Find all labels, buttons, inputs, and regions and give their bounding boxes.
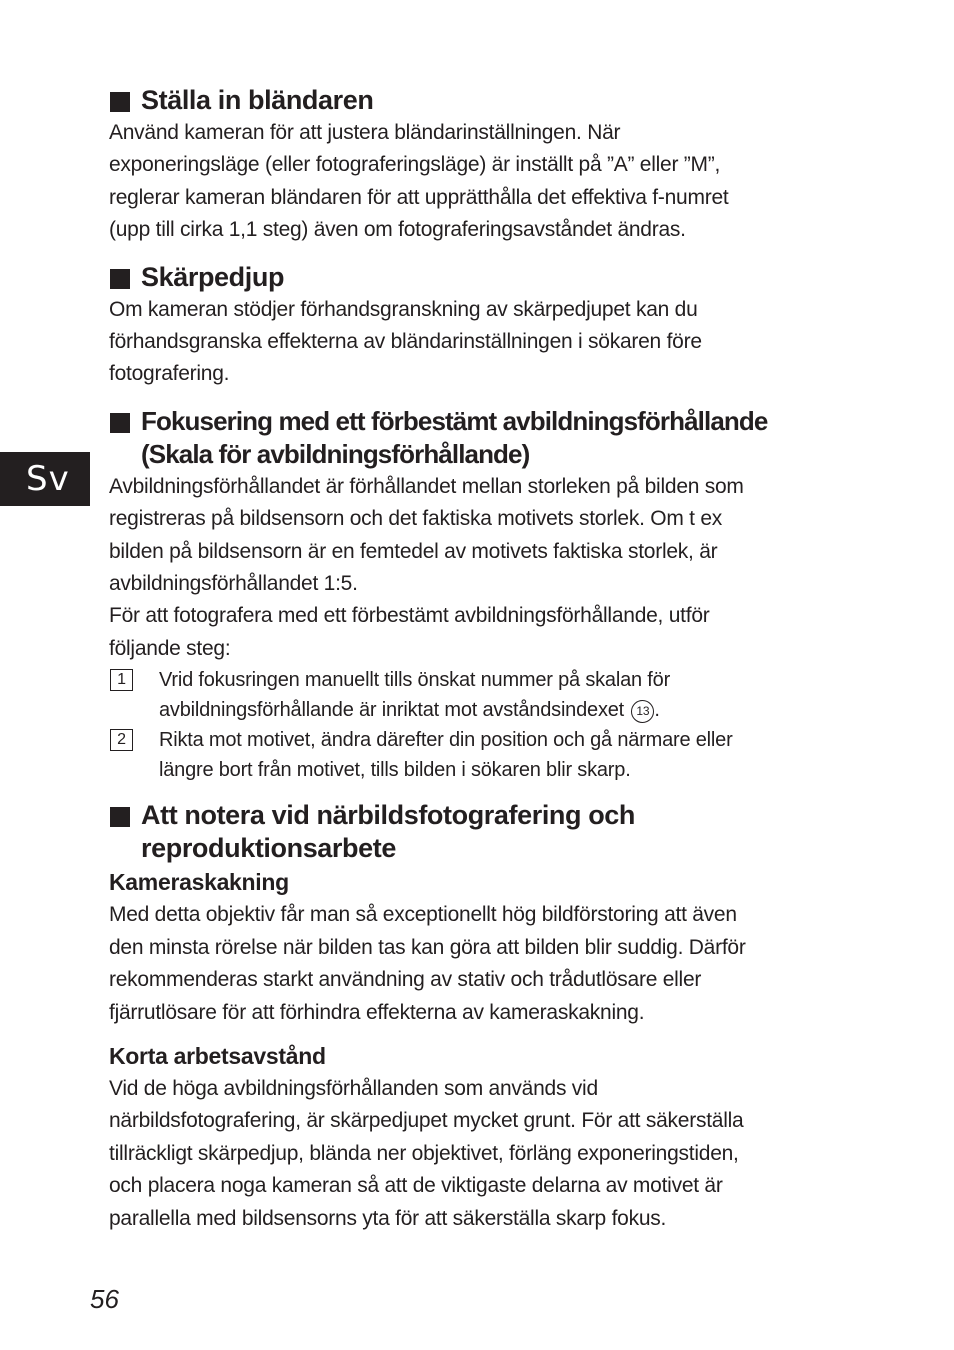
step-number: 2: [110, 729, 133, 751]
heading-text: (Skala för avbildningsförhållande): [141, 438, 530, 469]
text-line: registreras på bildsensorn och det faktiska motivets storlek. Om t ex: [109, 507, 723, 531]
heading-text: Skärpedjup: [141, 261, 285, 292]
step-text: Rikta mot motivet, ändra därefter din position och gå närmare eller: [159, 729, 733, 752]
subheading: Kameraskakning: [109, 869, 289, 896]
paragraph: [109, 117, 849, 247]
paragraph: [109, 600, 849, 665]
square-bullet-icon: [110, 807, 130, 827]
paragraph: [109, 294, 849, 391]
text-line: tillräckligt skärpedjup, blända ner objektivet, förläng exponeringstiden,: [109, 1141, 739, 1165]
text-line: förhandsgranska effekterna av bländarinställningen i sökaren före: [109, 330, 702, 354]
step-text: avbildningsförhållande är inriktat mot avståndsindexet: [159, 699, 625, 722]
section-heading: [109, 405, 849, 471]
subheading: Korta arbetsavstånd: [109, 1042, 326, 1069]
text-line: Använd kameran för att justera bländarinställningen. När: [109, 121, 621, 144]
section-depth-of-field: [109, 261, 849, 391]
text-line: fjärrutlösare för att förhindra effekterna av kameraskakning.: [109, 1000, 645, 1024]
heading-text: Fokusering med ett förbestämt avbildningsförhållande: [141, 405, 768, 436]
text-line: exponeringsläge (eller fotograferingsläge) är inställt på ”A” eller ”M”,: [109, 153, 721, 177]
section-heading: [109, 799, 849, 865]
section-heading: [109, 261, 849, 294]
text-line: Vid de höga avbildningsförhållanden som används vid: [109, 1076, 598, 1100]
text-line: och placera noga kameran så att de viktigaste delarna av motivet är: [109, 1174, 723, 1198]
text-line: Om kameran stödjer förhandsgranskning av skärpedjupet kan du: [109, 297, 698, 321]
step-text: Vrid fokusringen manuellt tills önskat nummer på skalan för: [159, 669, 671, 692]
step-item: [109, 665, 849, 725]
heading-text: reproduktionsarbete: [141, 833, 396, 864]
page-number: 56: [90, 1284, 119, 1314]
paragraph: [109, 899, 849, 1029]
text-line: närbildsfotografering, är skärpedjupet mycket grunt. För att säkerställa: [109, 1109, 744, 1133]
page-content: [109, 84, 849, 1235]
step-item: [109, 725, 849, 785]
step-list: [109, 665, 849, 785]
section-closeup-notes: [109, 799, 849, 1235]
circled-reference-number: 13: [631, 700, 654, 723]
language-tab-label: Sv: [26, 459, 70, 499]
text-line: parallella med bildsensorns yta för att säkerställa skarp fokus.: [109, 1206, 667, 1230]
section-aperture: [109, 84, 849, 247]
heading-text: Ställa in bländaren: [141, 85, 374, 115]
paragraph: [109, 1073, 849, 1235]
text-line: (upp till cirka 1,1 steg) även om fotograferingsavståndet ändras.: [109, 218, 686, 242]
square-bullet-icon: [110, 413, 130, 433]
text-line: reglerar kameran bländaren för att upprätthålla det effektiva f-numret: [109, 185, 729, 209]
text-line: Avbildningsförhållandet är förhållandet mellan storleken på bilden som: [109, 474, 744, 498]
text-line: avbildningsförhållandet 1:5.: [109, 572, 358, 596]
step-text: längre bort från motivet, tills bilden i sökaren blir skarp.: [159, 759, 631, 782]
text-line: Med detta objektiv får man så exceptionellt hög bildförstoring att även: [109, 903, 737, 927]
text-line: följande steg:: [109, 636, 231, 660]
square-bullet-icon: [110, 269, 130, 289]
language-tab: [0, 452, 90, 506]
text-line: bilden på bildsensorn är en femtedel av motivets faktiska storlek, är: [109, 539, 718, 563]
text-line: fotografering.: [109, 362, 230, 386]
section-heading: [109, 84, 849, 117]
paragraph: [109, 471, 849, 601]
text-line: den minsta rörelse när bilden tas kan göra att bilden blir suddig. Därför: [109, 935, 746, 959]
step-number: 1: [110, 669, 133, 691]
square-bullet-icon: [110, 92, 130, 112]
heading-text: Att notera vid närbildsfotografering och: [141, 800, 636, 831]
section-focusing: [109, 405, 849, 785]
text-line: För att fotografera med ett förbestämt avbildningsförhållande, utför: [109, 604, 710, 628]
step-text-end: .: [654, 699, 660, 722]
text-line: rekommenderas starkt användning av stativ och trådutlösare eller: [109, 968, 702, 992]
